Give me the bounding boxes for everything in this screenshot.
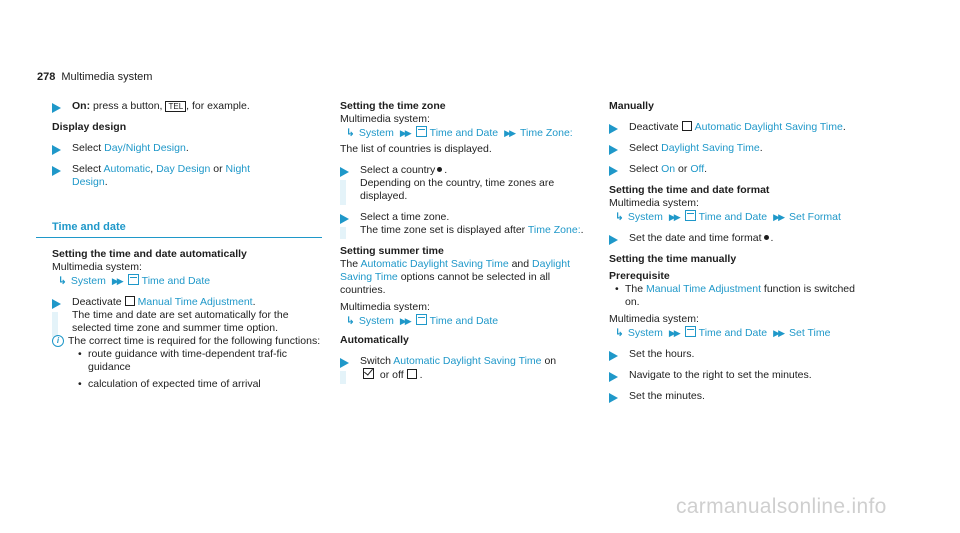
time-zone-link[interactable]: Time Zone: [527, 224, 581, 236]
set-hours-text: Set the hours. [629, 348, 695, 360]
select-text: Select [629, 163, 659, 175]
step-arrow-icon [609, 166, 618, 176]
page-header [37, 71, 152, 84]
summer-text [340, 258, 588, 297]
navigate-text: Navigate to the right to set the minutes. [629, 369, 812, 381]
step-select-dst: Select Daylight Saving Time. [609, 142, 869, 155]
calendar-icon [685, 326, 696, 337]
list-item: • calculation of expected time of arrival [78, 378, 322, 391]
time-and-date-link[interactable]: Time and Date [429, 315, 499, 327]
enter-arrow-icon: ↳ [615, 211, 624, 223]
menu-path [609, 326, 869, 340]
system-link[interactable]: System [358, 315, 394, 327]
prereq-post: function is switched on. [625, 283, 855, 308]
manual-time-adjustment-link[interactable]: Manual Time Adjustment [137, 296, 253, 308]
enter-arrow-icon: ↳ [615, 327, 624, 339]
step-arrow-icon [340, 358, 349, 368]
manual-time-adjustment-link[interactable]: Manual Time Adjustment [646, 283, 761, 295]
step-arrow-icon [609, 393, 618, 403]
list-item: • route guidance with time-dependent traf-fic guidance [78, 348, 322, 374]
step-select-mode: Select Automatic, Day Design or Night Design. [52, 163, 322, 189]
multimedia-system-label: Multimedia system: [609, 313, 699, 325]
step-arrow-icon [52, 299, 61, 309]
select-text: Select [72, 142, 102, 154]
radio-selected-icon [437, 167, 442, 172]
automatic-link[interactable]: Automatic [103, 163, 151, 175]
menu-path [52, 274, 322, 288]
off-text: or off [379, 369, 404, 381]
step-select-zone: Select a time zone. The time zone set is displayed after Time Zone:. [340, 211, 588, 237]
double-chevron-icon: ▶▶ [668, 328, 679, 338]
multimedia-system-label: Multimedia system: [609, 197, 699, 209]
step-arrow-icon [52, 166, 61, 176]
double-chevron-icon: ▶▶ [773, 212, 783, 222]
step-arrow-icon [52, 103, 61, 113]
note [52, 335, 322, 391]
depending-text: Depending on the country, time zones are displayed. [360, 177, 555, 202]
info-icon: i [52, 335, 64, 347]
step-bar [52, 312, 58, 337]
system-link[interactable]: System [627, 327, 663, 339]
dst-link[interactable]: Daylight Saving Time [661, 142, 760, 154]
on-text-end: , for example. [186, 100, 250, 112]
double-chevron-icon: ▶▶ [399, 128, 410, 138]
automatic-dst-link[interactable]: Automatic Daylight Saving Time [694, 121, 843, 133]
page-number: 278 [37, 71, 56, 83]
step-on [52, 100, 322, 113]
or-text: or [213, 163, 223, 175]
step-arrow-icon [609, 235, 618, 245]
step-arrow-icon [340, 167, 349, 177]
double-chevron-icon: ▶▶ [773, 328, 783, 338]
column-3 [609, 100, 869, 403]
list-item [615, 283, 869, 309]
radio-selected-icon [764, 235, 769, 240]
menu-path [609, 210, 869, 224]
step-deactivate-auto-dst: Deactivate Automatic Daylight Saving Time. [609, 121, 869, 134]
time-zone-link[interactable]: Time Zone: [520, 127, 573, 139]
select-text: Select [629, 142, 659, 154]
step-set-format: Set the date and time format . [609, 232, 869, 245]
night-design-link[interactable]: Design [72, 176, 105, 188]
summer-heading: Setting summer time [340, 245, 444, 257]
format-heading: Setting the time and date format [609, 184, 770, 196]
watermark: carmanualsonline.info [676, 495, 887, 518]
deactivate-text: Deactivate [72, 296, 122, 308]
step-bar [340, 180, 346, 205]
select-country-text: Select a country [360, 164, 436, 176]
menu-path [340, 126, 588, 140]
select-zone-text: Select a time zone. [360, 211, 450, 223]
enter-arrow-icon: ↳ [346, 315, 355, 327]
time-and-date-link[interactable]: Time and Date [141, 275, 211, 287]
step-arrow-icon [52, 145, 61, 155]
enter-arrow-icon: ↳ [58, 275, 67, 287]
step-set-minutes [609, 390, 869, 403]
manually-heading: Manually [609, 100, 654, 112]
step-arrow-icon [340, 214, 349, 224]
step-arrow-icon [609, 124, 618, 134]
auto-desc: The time and date are set automatically for the selected time zone and summer time option. [72, 309, 289, 334]
step-set-hours [609, 348, 869, 361]
automatic-dst-link[interactable]: Automatic Daylight Saving Time [393, 355, 542, 367]
note-text: The correct time is required for the following functions: [68, 335, 321, 347]
zone-heading: Setting the time zone [340, 100, 446, 112]
step-arrow-icon [609, 351, 618, 361]
system-link[interactable]: System [627, 211, 663, 223]
page-title: Multimedia system [61, 71, 153, 83]
on-text: on [544, 355, 557, 367]
calendar-icon [128, 274, 139, 285]
off-link[interactable]: Off [690, 163, 705, 175]
checkbox-checked-icon [363, 368, 374, 379]
step-switch-dst: Switch Automatic Daylight Saving Time on or off . [340, 355, 588, 382]
section-title: Time and date [36, 221, 322, 238]
set-time-link[interactable]: Set Time [789, 327, 831, 339]
step-bar [340, 371, 346, 384]
step-bar [340, 227, 346, 239]
day-night-design-link[interactable]: Day/Night Design [104, 142, 186, 154]
enter-arrow-icon: ↳ [346, 127, 355, 139]
on-label: On: [72, 100, 91, 112]
display-design-heading: Display design [52, 121, 127, 133]
tel-key-icon: TEL [165, 101, 186, 112]
set-format-link[interactable]: Set Format [789, 211, 841, 223]
switch-text: Switch [360, 355, 391, 367]
double-chevron-icon: ▶▶ [111, 276, 122, 286]
prerequisite-heading: Prerequisite [609, 270, 670, 282]
summer-and: and [511, 258, 530, 270]
on-link[interactable]: On [661, 163, 676, 175]
select-text: Select [72, 163, 102, 175]
on-text: press a button, [93, 100, 163, 112]
system-link[interactable]: System [70, 275, 106, 287]
automatically-heading: Automatically [340, 334, 409, 346]
step-select-design: Select Day/Night Design. [52, 142, 322, 155]
system-link[interactable]: System [358, 127, 394, 139]
time-and-date-link[interactable]: Time and Date [698, 327, 768, 339]
checkbox-empty-icon [407, 369, 417, 379]
step-deactivate-manual: Deactivate Manual Time Adjustment. The time and date are set automatically for the selected time zone and summer time option. [52, 296, 322, 335]
automatic-dst-link[interactable]: Automatic Daylight Saving Time [360, 258, 509, 270]
checkbox-empty-icon [682, 121, 692, 131]
summer-post: options cannot be selected in all countries. [340, 271, 551, 296]
step-arrow-icon [609, 145, 618, 155]
calendar-icon [685, 210, 696, 221]
time-and-date-link[interactable]: Time and Date [429, 127, 499, 139]
set-format-text: Set the date and time format [629, 232, 762, 244]
dst-link[interactable]: Daylight Saving Time [340, 258, 570, 283]
set-minutes-text: Set the minutes. [629, 390, 705, 402]
menu-path [340, 314, 588, 328]
zone-after-text: The time zone set is displayed after [360, 224, 526, 236]
multimedia-system-label: Multimedia system: [52, 261, 142, 273]
step-select-country: Select a country . Depending on the country, time zones are displayed. [340, 164, 588, 203]
prereq-list [609, 283, 869, 309]
double-chevron-icon: ▶▶ [668, 212, 679, 222]
double-chevron-icon: ▶▶ [399, 316, 410, 326]
double-chevron-icon: ▶▶ [504, 128, 514, 138]
step-arrow-icon [609, 372, 618, 382]
calendar-icon [416, 314, 427, 325]
or-text: or [678, 163, 688, 175]
deactivate-text: Deactivate [629, 121, 679, 133]
step-select-on-off: Select On or Off. [609, 163, 869, 176]
checkbox-empty-icon [125, 296, 135, 306]
multimedia-system-label: Multimedia system: [340, 113, 430, 125]
time-and-date-link[interactable]: Time and Date [698, 211, 768, 223]
night-link[interactable]: Night [225, 163, 251, 175]
summer-pre: The [340, 258, 359, 270]
manual-heading: Setting the time manually [609, 253, 737, 265]
prereq-pre: The [625, 283, 644, 295]
auto-heading: Setting the time and date automatically [52, 248, 247, 260]
column-1 [52, 100, 322, 391]
day-design-link[interactable]: Day Design [156, 163, 211, 175]
list-text: The list of countries is displayed. [340, 143, 492, 155]
calendar-icon [416, 126, 427, 137]
step-navigate [609, 369, 869, 382]
column-2 [340, 100, 588, 382]
multimedia-system-label: Multimedia system: [340, 301, 430, 313]
